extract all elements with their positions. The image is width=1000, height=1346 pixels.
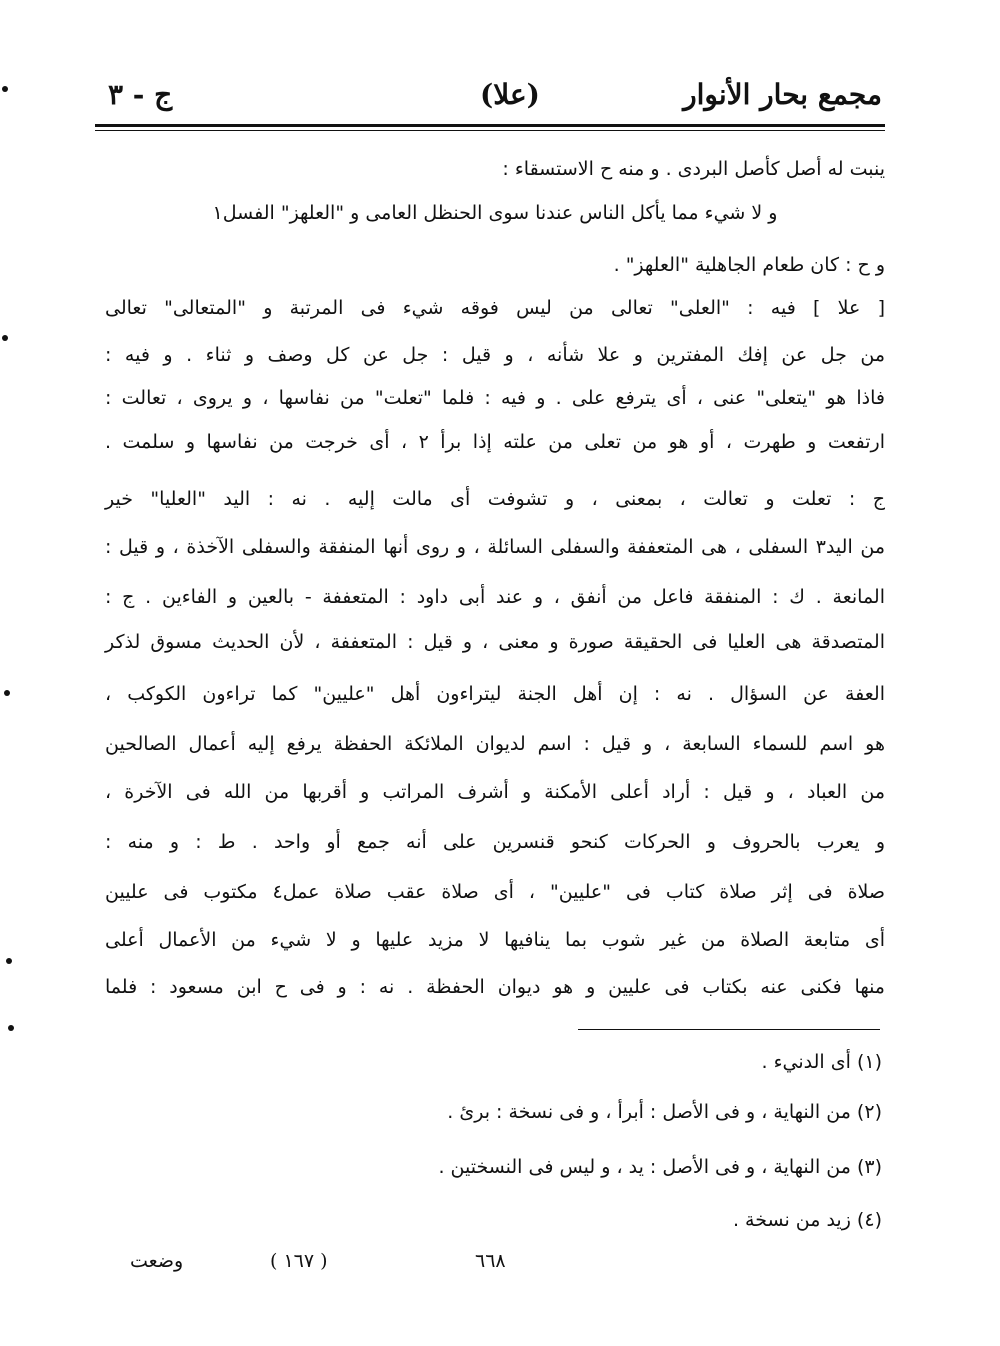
header-rule-thin xyxy=(95,130,885,131)
footer-sheet-number: ( ١٦٧ ) xyxy=(270,1250,328,1272)
text-line: ينبت له أصل كأصل البردى . و منه ح الاستسقاء : xyxy=(502,158,885,180)
text-line: صلاة فى إثر صلاة كتاب فى "عليين" ، أى صلاة عقب صلاة عمل٤ مكتوب فى عليين xyxy=(105,881,886,903)
margin-mark xyxy=(8,1025,14,1031)
margin-mark xyxy=(2,335,8,341)
text-line: ارتفعت و طهرت ، أو هو من تعلى من علته إذا برأ ٢ ، أى خرجت من نفاسها و سلمت . xyxy=(105,431,885,453)
footnote-item: (١) أى الدنيء . xyxy=(761,1051,882,1073)
text-line: و يعرب بالحروف و الحركات كنحو قنسرين على أنه جمع أو واحد . ط : و منه : xyxy=(105,831,885,853)
text-line: هو اسم للسماء السابعة ، و قيل : اسم لديوان الملائكة الحفظة يرفع إليه أعمال الصالحين xyxy=(105,733,885,755)
margin-mark xyxy=(4,690,10,696)
text-line: فاذا هو "يتعلى" عنى ، أى يترفع على . و فيه : فلما "تعلت" من نفاسها ، و يروى ، تعالت : xyxy=(105,387,885,409)
footnote-item: (٣) من النهاية ، و فى الأصل : يد ، و ليس فى النسختين . xyxy=(438,1156,882,1178)
header-rule-thick xyxy=(95,124,885,127)
text-line: و ح : كان طعام الجاهلية "العلهز" . xyxy=(613,254,885,276)
text-line: أى متابعة الصلاة من غير شوب بما ينافيها لا مزيد عليها و لا شيء من الأعمال أعلى xyxy=(105,929,885,951)
text-line: [ علا ] فيه : "العلى" تعالى من ليس فوقه شيء فى المرتبة و "المتعالى" تعالى xyxy=(105,297,885,319)
volume-number: ج - ٣ xyxy=(108,78,173,111)
text-line: من اليد٣ السفلى ، هى المتعففة والسفلى السائلة ، و روى أنها المنفقة والسفلى الآخذة ، و قيل : xyxy=(105,536,885,558)
footnote-item: (٤) زيد من نسخة . xyxy=(732,1209,882,1231)
text-line: المانعة . ك : المنفقة فاعل من أنفق ، و عند أبى داود : المتعففة - بالعين و الفاءين . ج : xyxy=(105,586,885,608)
running-title: مجمع بحار الأنوار xyxy=(683,78,882,111)
text-line: منها فكنى عنه بكتاب فى عليين و هو ديوان الحفظة . نه : و فى ح ابن مسعود : فلما xyxy=(105,976,885,998)
text-line: المتصدقة هى العليا فى الحقيقة صورة و معنى ، و قيل : المتعففة ، لأن الحديث مسوق لذكر xyxy=(105,631,885,653)
page-number: ٦٦٨ xyxy=(475,1250,506,1272)
footer-signature: وضعت xyxy=(130,1250,184,1272)
text-line: العفة عن السؤال . نه : إن أهل الجنة ليتراءون أهل "عليين" كما تراءون الكوكب ، xyxy=(105,683,885,705)
footnote-item: (٢) من النهاية ، و فى الأصل : أبرأ ، و فى نسخة : برئ . xyxy=(447,1101,882,1123)
text-line: ج : تعلت و تعالت ، بمعنى ، و تشوفت أى مالت إليه . نه : اليد "العليا" خير xyxy=(105,488,885,510)
text-line: و لا شيء مما يأكل الناس عندنا سوى الحنظل العامى و "العلهز" الفسل١ xyxy=(212,202,778,224)
text-line: من العباد ، و قيل : أراد أعلى الأمكنة و أشرف المراتب و أقربها من الله فى الآخرة ، xyxy=(105,781,885,803)
footnote-separator xyxy=(578,1029,880,1030)
margin-mark xyxy=(2,86,8,92)
text-line: من جل عن إفك المفترين و علا شأنه ، و قيل : جل عن كل وصف و ثناء . و فيه : xyxy=(105,344,885,366)
margin-mark xyxy=(6,958,12,964)
section-keyword: (علا) xyxy=(480,78,540,111)
